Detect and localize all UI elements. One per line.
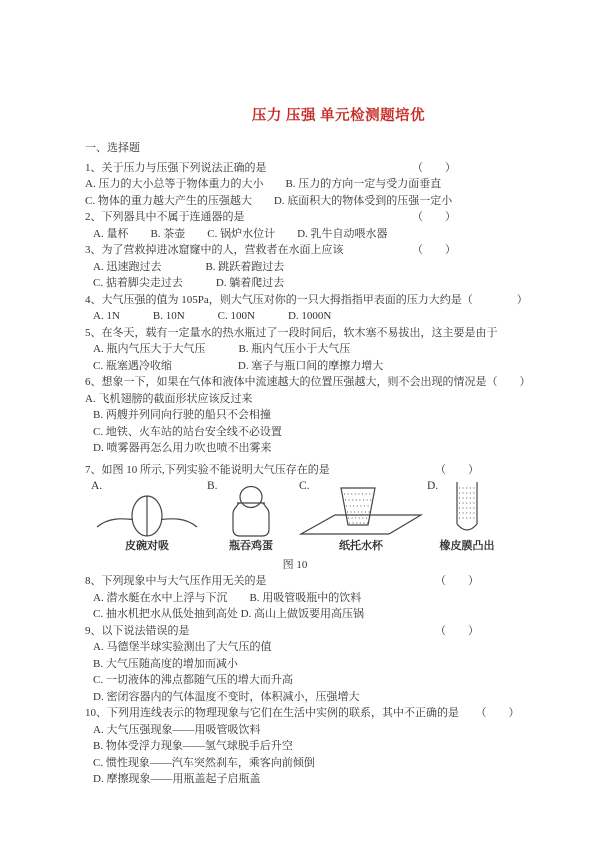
question-3 (85, 242, 522, 259)
question-6-option-c: C. 地铁、火车站的站台安全线不必设置 (93, 425, 282, 438)
figure-b-label: B. (207, 480, 218, 492)
question-2-stem: 2、下列器具中不属于连通器的是 (85, 211, 245, 223)
figure-item-d (425, 480, 509, 554)
question-6-stem: 6、想象一下，如果在气体和液体中流速越大的位置压强越大，则不会出现的情况是（ ） (85, 376, 531, 388)
question-8-options-line-1: A. 潜水艇在水中上浮与下沉 B. 用吸管吸瓶中的饮料 (93, 591, 362, 604)
figure-item-a (89, 480, 205, 554)
question-7-stem: 7、如图 10 所示,下列实验不能说明大气压存在的是 (85, 463, 330, 476)
question-6-option-b: B. 两艘并列同向行驶的船只不会相撞 (93, 409, 271, 421)
question-4-options-line-1: A. 1N B. 10N C. 100N D. 1000N (93, 310, 332, 322)
question-10-option-b: B. 物体受浮力现象——氢气球脱手后升空 (93, 740, 293, 752)
question-10-option-d: D. 摩擦现象——用瓶盖起子启瓶盖 (93, 773, 261, 785)
figure-10-caption: 图 10 (282, 559, 308, 571)
question-2-answer-bracket: （ ） (412, 211, 456, 223)
question-7 (85, 462, 522, 479)
question-8-options-line-2: C. 抽水机把水从低处抽到高处 D. 高山上做饭要用高压锅 (93, 608, 365, 620)
question-10-option-a: A. 大气压强现象——用吸管吸饮料 (93, 723, 261, 736)
question-3-options-line-1: A. 迅速跑过去 B. 跳跃着跑过去 (93, 260, 285, 273)
question-8-stem: 8、下列现象中与大气压作用无关的是 (85, 575, 267, 587)
question-9-option-c: C. 一切液体的沸点都随气压的增大而升高 (93, 674, 293, 686)
figure-10 (85, 480, 522, 573)
question-1-options-line-2: C. 物体的重力越大产生的压强越大 D. 底面积大的物体受到的压强一定小 (85, 194, 453, 207)
question-9-answer-bracket: （ ） (435, 624, 479, 637)
question-1 (85, 160, 522, 177)
figure-10-row (89, 480, 509, 554)
question-7-answer-bracket: （ ） (435, 463, 479, 476)
question-10-stem: 10、下列用连线表示的物理现象与它们在生活中实例的联系，其中不正确的是 （ ） (85, 707, 520, 719)
figure-c-label: C. (299, 480, 310, 492)
question-2-options-line-1: A. 量杯 B. 茶壶 C. 锅炉水位计 D. 乳牛自动喂水器 (93, 227, 388, 240)
figure-c-caption: 纸托水杯 (339, 540, 383, 552)
question-5-options-line-2: C. 瓶塞遇冷收缩 D. 塞子与瓶口间的摩擦力增大 (93, 359, 384, 372)
question-10-option-c: C. 惯性现象——汽车突然刹车，乘客向前倾倒 (93, 756, 315, 769)
question-1-answer-bracket: （ ） (412, 161, 456, 174)
question-8-answer-bracket: （ ） (435, 575, 479, 587)
figure-item-c (297, 480, 425, 554)
figure-a-label: A. (91, 480, 103, 492)
question-1-stem: 1、关于压力与压强下列说法正确的是 (85, 161, 267, 174)
figure-d-label: D. (427, 480, 439, 492)
question-2 (85, 209, 522, 226)
figure-d-caption: 橡皮膜凸出 (439, 540, 495, 552)
page-title: 压力 压强 单元检测题培优 (251, 108, 426, 124)
question-9-option-a: A. 马德堡半球实验测出了大气压的值 (93, 641, 272, 653)
question-5-stem: 5、在冬天，载有一定量水的热水瓶过了一段时间后，软木塞不易拔出，这主要是由于 (85, 326, 498, 339)
figure-b-caption: 瓶吞鸡蛋 (229, 540, 273, 552)
question-5-options-line-1: A. 瓶内气压大于大气压 B. 瓶内气压小于大气压 (93, 343, 351, 355)
figure-item-b (205, 480, 297, 554)
question-9-option-d: D. 密闭容器内的气体温度不变时，体积减小，压强增大 (93, 690, 360, 703)
bottle-egg-icon (223, 486, 279, 538)
question-3-stem: 3、为了营救掉进冰窟窿中的人，营救者在水面上应该 (85, 244, 344, 256)
question-9-stem: 9、以下说法错误的是 (85, 624, 190, 637)
question-9-option-b: B. 大气压随高度的增加而减小 (93, 657, 238, 670)
figure-a-caption: 皮碗对吸 (125, 540, 169, 552)
question-6-option-d: D. 喷雾器再怎么用力吹也喷不出雾来 (93, 442, 272, 454)
question-9 (85, 623, 522, 640)
worksheet-content (85, 106, 531, 788)
question-6-option-a: A. 飞机翅膀的截面形状应该反过来 (85, 392, 253, 405)
question-1-options-line-1: A. 压力的大小总等于物体重力的大小 B. 压力的方向一定与受力面垂直 (85, 178, 442, 190)
question-8 (85, 573, 522, 590)
question-3-options-line-2: C. 掂着脚尖走过去 D. 躺着爬过去 (93, 277, 285, 289)
section-heading: 一、选择题 (85, 142, 140, 154)
paper-cup-icon (299, 484, 423, 538)
rubber-membrane-icon (449, 480, 485, 538)
suction-cups-icon (95, 492, 199, 538)
question-4-stem: 4、大气压强的值为 105Pa，则大气压对你的一只大拇指指甲表面的压力大约是（ ） (85, 293, 528, 306)
question-3-answer-bracket: （ ） (412, 244, 456, 256)
